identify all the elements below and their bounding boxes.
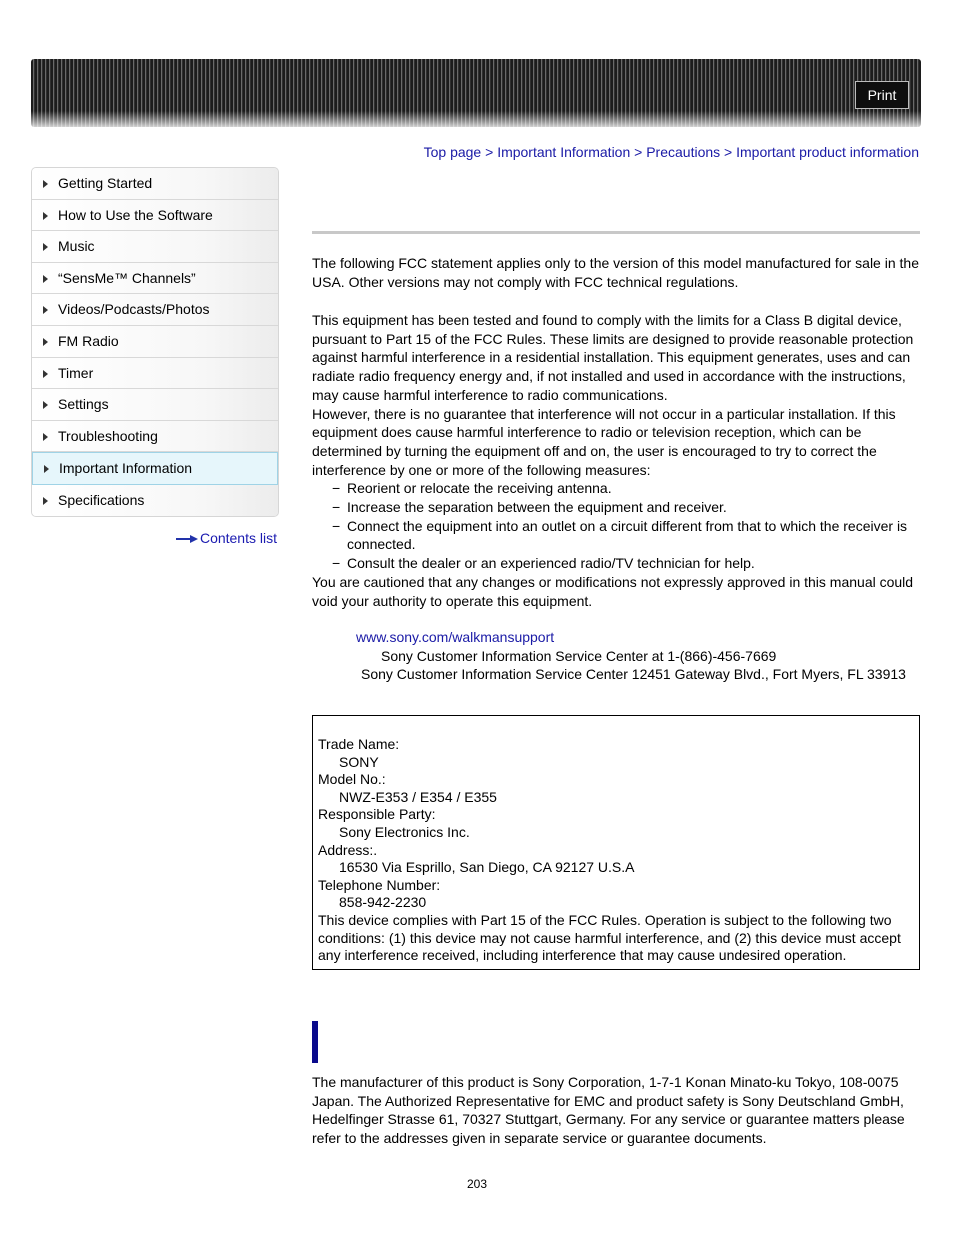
sidebar-item-fm-radio[interactable] xyxy=(32,326,278,358)
breadcrumb-precautions[interactable]: Precautions xyxy=(646,144,721,160)
phone-value: 858-942-2230 xyxy=(339,894,427,911)
trade-name-label: Trade Name: xyxy=(318,736,400,752)
sidebar-item-label: FM Radio xyxy=(58,332,119,349)
fcc-interference-text: However, there is no guarantee that interference will not occur in a particular installation. If this equipment does cause harmful interference to radio or television reception, which can be determined by turning the equipment off and on, the user is encouraged to try to correct the interference by one or more of the following measures: xyxy=(312,405,896,478)
manufacturer-info xyxy=(312,1073,920,1148)
arrow-right-icon xyxy=(43,433,48,441)
breadcrumb-separator: > xyxy=(634,144,643,160)
list-item: − Reorient or relocate the receiving antenna. xyxy=(312,479,920,498)
list-item: − Consult the dealer or an experienced radio/TV technician for help. xyxy=(312,554,920,573)
header-banner xyxy=(31,59,921,127)
support-phone: Sony Customer Information Service Center at 1-(866)-456-7669 xyxy=(381,647,777,664)
sidebar-item-important-information[interactable] xyxy=(32,452,278,485)
sidebar-item-timer[interactable] xyxy=(32,358,278,390)
support-info xyxy=(312,628,920,684)
model-value: NWZ-E353 / E354 / E355 xyxy=(339,788,497,805)
arrow-right-icon xyxy=(43,401,48,409)
sidebar-item-specifications[interactable] xyxy=(32,485,278,516)
measures-list xyxy=(312,479,920,573)
sidebar-item-label: Troubleshooting xyxy=(58,427,158,444)
sidebar-item-label: Specifications xyxy=(58,491,145,508)
list-item: − Increase the separation between the equipment and receiver. xyxy=(312,498,920,517)
sidebar-item-label: How to Use the Software xyxy=(58,206,213,223)
address-value: 16530 Via Esprillo, San Diego, CA 92127 U.S.A xyxy=(339,859,635,876)
breadcrumb-separator: > xyxy=(724,144,733,160)
arrow-right-icon xyxy=(43,180,48,188)
sidebar-item-label: Settings xyxy=(58,396,109,413)
fcc-statement xyxy=(312,311,920,610)
sidebar-item-software[interactable] xyxy=(32,200,278,232)
section-divider xyxy=(312,231,920,234)
manufacturer-text: The manufacturer of this product is Sony Corporation, 1-7-1 Konan Minato-ku Tokyo, 108-0075 Japan. The Authorized Representative for EMC and product safety is Sony Deutschland GmbH, Hedelfinger Strasse 61, 70327 Stuttgart, Germany. For any service or guarantee matters please refer to the addresses given in separate service or guarantee documents. xyxy=(312,1074,905,1147)
compliance-statement: This device complies with Part 15 of the FCC Rules. Operation is subject to the following two conditions: (1) this device may not cause harmful interference, and (2) this device must accept any interference received, including interference that may cause undesired operation. xyxy=(318,911,901,964)
fcc-class-b-text: This equipment has been tested and found to comply with the limits for a Class B digital device, pursuant to Part 15 of the FCC Rules. These limits are designed to provide reasonable protection against harmful interference in a residential installation. This equipment generates, uses and can radiate radio frequency energy and, if not installed and used in accordance with the instructions, may cause harmful interference to radio communications. xyxy=(312,312,914,403)
section-heading-marker xyxy=(312,1021,318,1063)
arrow-right-icon xyxy=(43,306,48,314)
sidebar-item-label: “SensMe™ Channels” xyxy=(58,269,196,286)
sidebar-item-videos[interactable] xyxy=(32,294,278,326)
party-value: Sony Electronics Inc. xyxy=(339,823,470,840)
arrow-right-icon xyxy=(43,212,48,220)
party-label: Responsible Party: xyxy=(318,806,436,823)
declaration-box xyxy=(312,715,920,970)
sidebar-nav xyxy=(31,167,279,517)
fcc-intro xyxy=(312,254,920,291)
breadcrumb xyxy=(424,144,919,160)
contents-list-link[interactable] xyxy=(176,530,277,546)
breadcrumb-important-information[interactable]: Important Information xyxy=(497,144,631,160)
sidebar-item-music[interactable] xyxy=(32,231,278,263)
sidebar-item-sensme[interactable] xyxy=(32,263,278,295)
contents-list-label: Contents list xyxy=(199,530,277,546)
list-item: − Connect the equipment into an outlet on a circuit different from that to which the receiver is connected. xyxy=(312,517,920,554)
arrow-right-icon xyxy=(43,370,48,378)
arrow-right-icon xyxy=(43,243,48,251)
arrow-right-icon xyxy=(43,275,48,283)
arrow-right-icon xyxy=(43,338,48,346)
fcc-applicability-text: The following FCC statement applies only to the version of this model manufactured for sale in the USA. Other versions may not comply with FCC technical regulations. xyxy=(312,255,919,290)
breadcrumb-separator: > xyxy=(485,144,494,160)
trade-name-value: SONY xyxy=(339,753,379,770)
sidebar-item-label: Important Information xyxy=(59,460,193,477)
support-address: Sony Customer Information Service Center 12451 Gateway Blvd., Fort Myers, FL 33913 xyxy=(361,666,906,683)
arrow-right-icon xyxy=(43,497,48,505)
sidebar-item-troubleshooting[interactable] xyxy=(32,421,278,453)
support-url-link[interactable]: www.sony.com/walkmansupport xyxy=(356,629,555,645)
sidebar-item-label: Getting Started xyxy=(58,175,153,191)
sidebar-item-getting-started[interactable] xyxy=(32,168,278,200)
page-number: 203 xyxy=(466,1177,488,1191)
breadcrumb-current-page[interactable]: Important product information xyxy=(736,144,919,160)
sidebar-item-label: Music xyxy=(58,238,95,255)
arrow-right-icon xyxy=(44,465,49,473)
arrow-right-icon xyxy=(176,535,198,543)
sidebar-item-label: Videos/Podcasts/Photos xyxy=(58,301,210,318)
model-label: Model No.: xyxy=(318,771,386,788)
sidebar-item-label: Timer xyxy=(58,364,94,381)
phone-label: Telephone Number: xyxy=(318,876,441,893)
breadcrumb-top-page[interactable]: Top page xyxy=(423,144,482,160)
print-button[interactable]: Print xyxy=(855,81,909,109)
address-label: Address:. xyxy=(318,841,378,858)
sidebar-item-settings[interactable] xyxy=(32,389,278,421)
fcc-caution-text: You are cautioned that any changes or modifications not expressly approved in this manual could void your authority to operate this equipment. xyxy=(312,573,914,609)
